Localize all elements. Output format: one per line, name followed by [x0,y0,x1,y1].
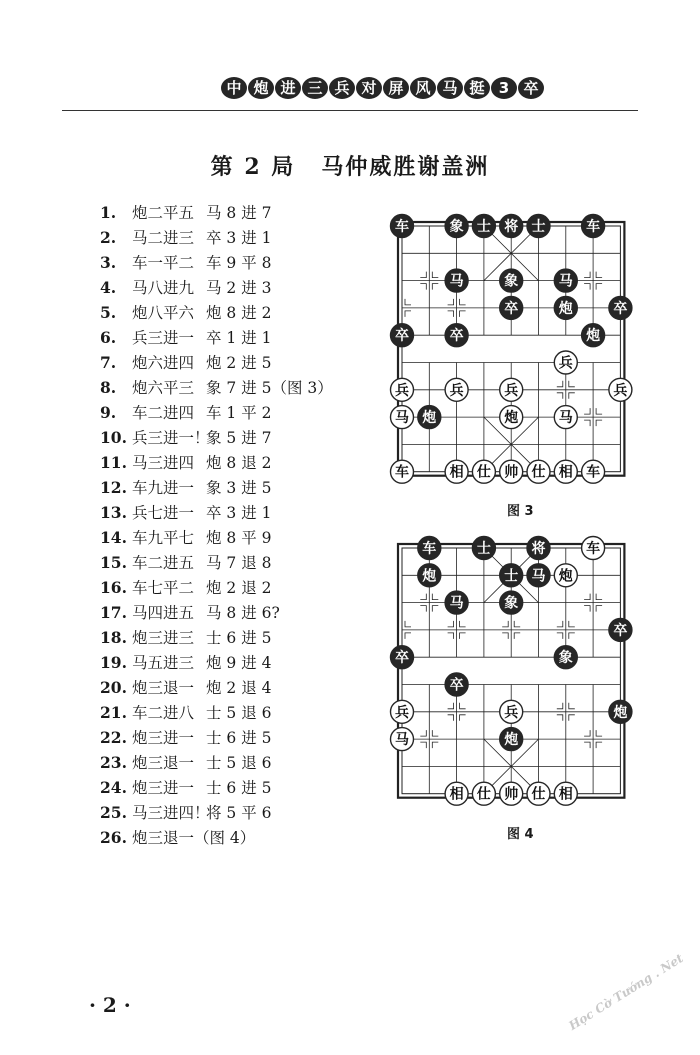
black-move: 卒 3 进 1 [206,229,272,247]
piece-label: 兵 [395,382,409,399]
piece-label: 相 [449,464,464,481]
black-move: 马 7 退 8 [206,554,272,572]
move-row [100,300,333,325]
black-move: 炮 8 退 2 [206,454,272,472]
red-move: 马八进九 [132,279,195,297]
move-number: 24. [100,778,127,797]
red-move: 马三进四 [132,454,195,472]
xiangqi-board [380,212,642,502]
black-move: 炮 2 退 4 [206,679,272,697]
move-row [100,375,333,400]
red-piece [554,351,577,374]
black-piece [609,618,632,641]
red-move: 炮三进一 [132,779,195,797]
piece-label: 马 [449,273,464,290]
red-piece [391,378,414,401]
piece-label: 兵 [449,382,464,399]
figure-caption-3: 图 3 [507,504,534,519]
board-figure-4 [380,534,642,828]
black-piece [500,269,523,292]
black-move: 炮 9 进 4 [206,654,272,672]
black-piece [472,215,495,238]
piece-label: 将 [504,219,519,235]
red-move: 兵三进一 [132,329,195,347]
red-move: 马二进三 [132,229,195,247]
black-piece [445,673,468,696]
red-move: 车七平二 [132,579,195,597]
piece-label: 卒 [449,677,464,694]
move-number: 5. [100,303,117,322]
red-piece [554,406,577,429]
piece-label: 马 [558,410,573,427]
move-row [100,600,333,625]
red-move: 车一平二 [132,254,195,272]
move-number: 20. [100,678,127,697]
red-piece [391,406,414,429]
red-piece [500,782,523,805]
black-piece [582,215,605,238]
page-number: · 2 · [89,993,131,1017]
red-piece [445,378,468,401]
black-piece [418,564,441,587]
red-piece [554,460,577,483]
piece-label: 仕 [531,464,546,481]
piece-label: 相 [558,786,573,803]
piece-label: 炮 [558,300,573,317]
black-piece [527,564,550,587]
move-number: 17. [100,603,127,622]
move-row [100,625,333,650]
red-piece [391,700,414,723]
red-move: 车九进一 [132,479,195,497]
move-number: 13. [100,503,127,522]
black-piece [445,269,468,292]
black-move: 马 8 进 7 [206,204,272,222]
piece-label: 仕 [476,464,491,481]
black-piece [554,646,577,669]
black-piece [418,406,441,429]
red-move: 车九平七 [132,529,195,547]
piece-label: 兵 [504,704,519,721]
figure-caption-4: 图 4 [507,827,534,842]
move-row [100,825,333,850]
move-row [100,500,333,525]
black-move: 车 9 平 8 [206,254,272,272]
header-char: 三 [302,77,328,99]
red-move: 车二进五 [132,554,195,572]
black-piece [445,215,468,238]
red-move: 马三进四！ [132,804,210,822]
piece-label: 将 [531,541,546,557]
header-char: 中 [221,77,247,99]
move-row [100,650,333,675]
black-piece [391,215,414,238]
move-number: 19. [100,653,127,672]
red-piece [445,782,468,805]
move-number: 7. [100,353,117,372]
piece-label: 炮 [504,732,519,749]
move-number: 25. [100,803,127,822]
move-row [100,675,333,700]
black-move: 炮 2 退 2 [206,579,272,597]
red-piece [500,378,523,401]
black-move: 卒 1 进 1 [206,329,272,347]
red-move: 兵三进一！ [132,429,210,447]
black-move: 象 3 进 5 [206,479,272,497]
move-number: 23. [100,753,127,772]
piece-label: 卒 [449,328,464,345]
red-piece [554,564,577,587]
piece-label: 象 [504,273,519,290]
red-move: 炮二平五 [132,204,195,222]
move-number: 14. [100,528,127,547]
piece-label: 卒 [395,650,409,667]
red-move: 车二进八 [132,704,195,722]
black-move: 将 5 平 6 [206,804,272,822]
piece-label: 兵 [558,355,573,372]
piece-label: 马 [395,410,409,427]
black-move: 马 2 进 3 [206,279,272,297]
piece-label: 马 [531,568,546,585]
red-move: 炮三退一 [132,754,195,772]
header-char: 进 [275,77,301,99]
piece-label: 卒 [504,300,519,317]
header-char: 马 [437,77,463,99]
red-piece [582,460,605,483]
piece-label: 士 [476,219,491,235]
xiangqi-board [380,534,642,824]
piece-label: 车 [422,541,437,557]
red-move: 炮三退一 [132,679,195,697]
move-number: 11. [100,453,127,472]
black-move: 士 6 进 5 [206,729,272,747]
black-move: 炮 2 进 5 [206,354,272,372]
black-piece [527,537,550,560]
red-piece [500,406,523,429]
black-move: 士 6 进 5 [206,629,272,647]
move-number: 4. [100,278,117,297]
red-piece [391,728,414,751]
red-move: 炮六进四 [132,354,195,372]
piece-label: 仕 [531,786,546,803]
red-move: 炮三退一（图 4） [132,829,256,847]
black-piece [554,269,577,292]
piece-label: 帅 [504,786,519,803]
red-piece [391,460,414,483]
piece-label: 帅 [504,464,519,481]
black-piece [472,537,495,560]
red-move: 兵七进一 [132,504,195,522]
move-number: 12. [100,478,127,497]
move-row [100,475,333,500]
black-piece [445,591,468,614]
black-piece [418,537,441,560]
red-piece [500,700,523,723]
piece-label: 象 [449,219,464,235]
move-row [100,250,333,275]
move-row [100,400,333,425]
header-char: 对 [356,77,382,99]
watermark: Học Cờ Tướng . Net [566,951,686,1033]
black-move: 马 8 进 6? [206,604,280,622]
piece-label: 车 [395,464,409,481]
move-number: 6. [100,328,117,347]
piece-label: 仕 [476,786,491,803]
piece-label: 卒 [395,328,409,345]
black-piece [500,728,523,751]
move-row [100,425,333,450]
piece-label: 马 [449,595,464,612]
header-char: 兵 [329,77,355,99]
red-piece [500,460,523,483]
move-number: 2. [100,228,117,247]
move-number: 8. [100,378,117,397]
move-row [100,700,333,725]
move-row [100,800,333,825]
move-row [100,750,333,775]
piece-label: 炮 [586,328,601,345]
move-row [100,575,333,600]
move-list [100,200,333,850]
game-number: 第 2 局 [210,154,296,180]
piece-label: 象 [504,595,519,612]
black-move: 炮 8 进 2 [206,304,272,322]
black-move: 象 7 进 5（图 3） [206,379,333,397]
header-char: 风 [410,77,436,99]
red-piece [527,460,550,483]
red-piece [445,460,468,483]
black-piece [500,591,523,614]
board-grid [398,222,624,476]
red-move: 车二进四 [132,404,195,422]
game-title [0,150,700,181]
chapter-header [221,77,545,99]
move-row [100,325,333,350]
piece-label: 炮 [422,568,437,585]
move-row [100,350,333,375]
header-char: 炮 [248,77,274,99]
piece-label: 炮 [558,568,573,585]
move-number: 26. [100,828,127,847]
move-number: 15. [100,553,127,572]
black-piece [609,700,632,723]
black-piece [445,324,468,347]
black-move: 士 6 进 5 [206,779,272,797]
black-piece [527,215,550,238]
game-players: 马仲威胜谢盖洲 [321,154,490,180]
piece-label: 车 [586,219,601,235]
move-number: 16. [100,578,127,597]
red-piece [527,782,550,805]
red-move: 马五进三 [132,654,195,672]
piece-label: 炮 [504,410,519,427]
red-move: 炮六平三 [132,379,195,397]
move-number: 1. [100,203,117,222]
piece-label: 马 [558,273,573,290]
piece-label: 兵 [613,382,628,399]
piece-label: 车 [586,541,601,557]
black-move: 士 5 退 6 [206,704,272,722]
black-piece [500,296,523,319]
piece-label: 炮 [422,410,437,427]
black-piece [554,296,577,319]
piece-label: 士 [476,541,491,557]
piece-label: 炮 [613,704,628,721]
red-move: 炮八平六 [132,304,195,322]
black-piece [582,324,605,347]
red-piece [472,460,495,483]
move-row [100,200,333,225]
header-char: 卒 [518,77,544,99]
piece-label: 士 [531,219,546,235]
black-piece [500,215,523,238]
piece-label: 车 [586,464,601,481]
header-rule [62,110,638,111]
move-number: 21. [100,703,127,722]
header-char: 挺 [464,77,490,99]
piece-label: 相 [558,464,573,481]
piece-label: 卒 [613,300,628,317]
move-number: 3. [100,253,117,272]
move-row [100,775,333,800]
piece-label: 兵 [395,704,409,721]
red-move: 炮三进一 [132,729,195,747]
black-move: 车 1 平 2 [206,404,272,422]
header-char: 3 [491,77,517,99]
move-row [100,225,333,250]
black-move: 炮 8 平 9 [206,529,272,547]
piece-label: 马 [395,732,409,749]
piece-label: 相 [449,786,464,803]
black-piece [391,324,414,347]
move-row [100,525,333,550]
black-move: 卒 3 进 1 [206,504,272,522]
black-piece [609,296,632,319]
header-char: 屏 [383,77,409,99]
move-row [100,725,333,750]
piece-label: 车 [395,219,409,235]
move-row [100,550,333,575]
piece-label: 兵 [504,382,519,399]
board-figure-3 [380,212,642,506]
piece-label: 士 [504,568,519,585]
move-row [100,275,333,300]
move-number: 22. [100,728,127,747]
move-row [100,450,333,475]
piece-label: 卒 [613,622,628,639]
red-move: 炮三进三 [132,629,195,647]
move-number: 10. [100,428,127,447]
move-number: 9. [100,403,117,422]
black-move: 象 5 进 7 [206,429,272,447]
red-piece [582,537,605,560]
black-piece [500,564,523,587]
piece-label: 象 [558,650,573,667]
red-piece [554,782,577,805]
black-piece [391,646,414,669]
black-move: 士 5 退 6 [206,754,272,772]
red-move: 马四进五 [132,604,195,622]
move-number: 18. [100,628,127,647]
red-piece [472,782,495,805]
red-piece [609,378,632,401]
